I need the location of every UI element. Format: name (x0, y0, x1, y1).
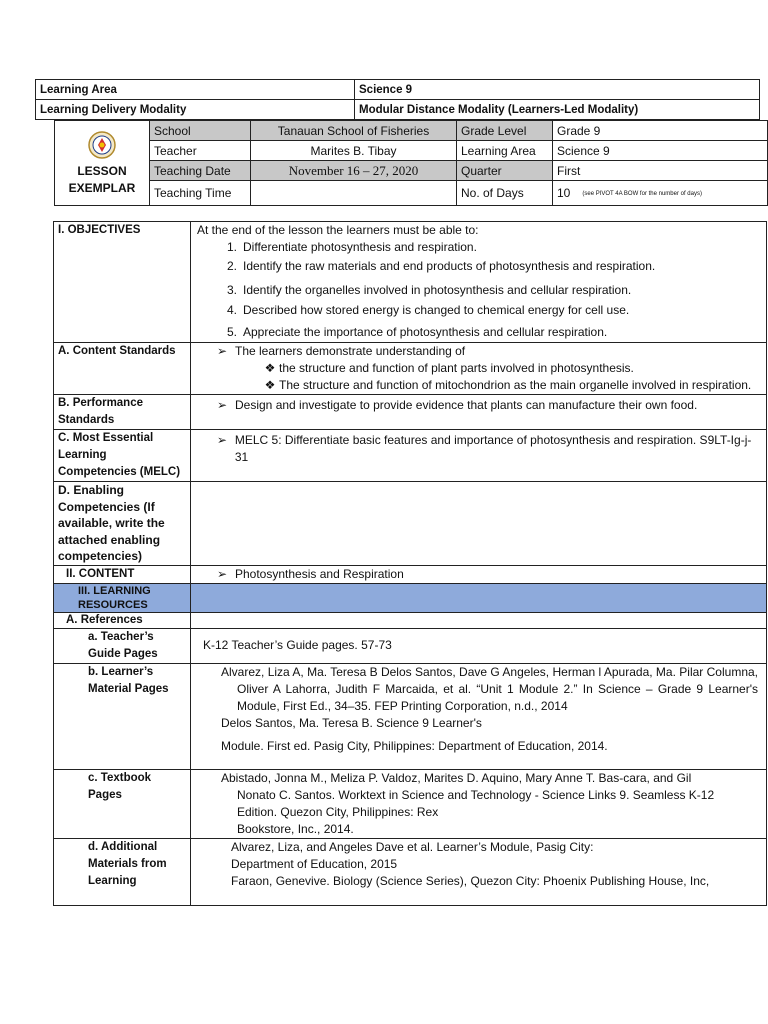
teacher-value: Marites B. Tibay (251, 141, 457, 161)
arrow-bullet-icon: ➢ (216, 398, 228, 412)
objectives-label: I. OBJECTIVES (54, 222, 191, 343)
content-standards-cell (191, 343, 767, 395)
modality-label: Learning Delivery Modality (36, 100, 355, 120)
additional-materials-ref: Alvarez, Liza, and Angeles Dave et al. Learner’s Module, Pasig City: (231, 839, 594, 854)
time-value (251, 181, 457, 206)
exemplar-label: EXEMPLAR (68, 180, 136, 195)
arrow-bullet-icon: ➢ (216, 566, 228, 581)
learners-material-cell (191, 663, 767, 769)
objective-item: 4. Described how stored energy is changed to chemical energy for cell use. (226, 303, 630, 317)
melc-label: C. Most Essential Learning Competencies (MELC) (54, 430, 191, 482)
days-note: (see PIVOT 4A BOW for the number of days) (582, 190, 702, 197)
content-cell (191, 565, 767, 583)
objectives-intro: At the end of the lesson the learners must be able to: (197, 223, 479, 237)
textbook-ref: Bookstore, Inc., 2014. (237, 821, 354, 836)
performance-standards-label: B. Performance Standards (54, 395, 191, 430)
additional-materials-ref: Faraon, Genevive. Biology (Science Series), Quezon City: Phoenix Publishing House, Inc, (231, 873, 710, 888)
days-value: 10 (557, 186, 571, 200)
days-cell (553, 181, 768, 206)
enabling-competencies-cell (191, 482, 767, 566)
area-value: Science 9 (553, 141, 768, 161)
melc-cell (191, 430, 767, 482)
modality-value: Modular Distance Modality (Learners-Led Modality) (355, 100, 760, 120)
time-label: Teaching Time (150, 181, 251, 206)
school-value: Tanauan School of Fisheries (251, 121, 457, 141)
textbook-label: c. Textbook Pages (54, 769, 191, 838)
content-standards-lead: ➢ The learners demonstrate understanding of (195, 343, 762, 360)
textbook-cell (191, 769, 767, 838)
quarter-label: Quarter (457, 161, 553, 181)
lesson-plan-table (53, 221, 767, 906)
objectives-cell (191, 222, 767, 343)
additional-materials-label: d. Additional Materials from Learning (54, 838, 191, 905)
diamond-bullet-icon: ❖ (264, 361, 276, 375)
learners-material-ref: Delos Santos, Ma. Teresa B. Science 9 Learner's (221, 715, 482, 730)
content-standards-label: A. Content Standards (54, 343, 191, 395)
melc-text: MELC 5: Differentiate basic features and importance of photosynthesis and respiration. S9LT-Ig-j-31 (234, 433, 752, 464)
content-standards-sub: ❖ the structure and function of plant parts involved in photosynthesis. (195, 360, 762, 377)
grade-value: Grade 9 (553, 121, 768, 141)
references-cell (191, 612, 767, 628)
textbook-ref: Abistado, Jonna M., Meliza P. Valdoz, Marites D. Aquino, Mary Anne T. Bas-cara, and Gil Nonato C. Santos. Worktext in Science and Technology - Science Links 9. Seamless K-12 Edition. Quezon City, Philippines: Rex (221, 770, 715, 819)
school-label: School (150, 121, 251, 141)
lesson-exemplar-cell (55, 121, 150, 206)
content-standards-sub: ❖ The structure and function of mitochondrion as the main organelle involved in respiration. (195, 377, 762, 394)
header-table (35, 79, 760, 120)
diamond-bullet-icon: ❖ (264, 378, 276, 392)
date-value: November 16 – 27, 2020 (251, 161, 457, 181)
learners-material-ref: Alvarez, Liza A, Ma. Teresa B Delos Santos, Dave G Angeles, Herman l Apurada, Ma. Pilar Columna, Oliver A Lahorra, Judith F Marcaida, et al. “Unit 1 Module 2.” In Science – Grade 9 Learner's Module, First Ed., 34–35. FEP Printing Corporation, n.d., 2014 (221, 664, 758, 713)
performance-standards-cell (191, 395, 767, 430)
days-label: No. of Days (457, 181, 553, 206)
teachers-guide-text: K-12 Teacher’s Guide pages. 57-73 (191, 628, 767, 663)
performance-standards-text: Design and investigate to provide evidence that plants can manufacture their own food. (235, 398, 698, 412)
learning-resources-cell (191, 583, 767, 612)
additional-materials-cell (191, 838, 767, 905)
arrow-bullet-icon: ➢ (216, 344, 228, 358)
content-text: Photosynthesis and Respiration (235, 566, 404, 581)
grade-label: Grade Level (457, 121, 553, 141)
learning-resources-label: III. LEARNING RESOURCES (54, 583, 191, 612)
content-label: II. CONTENT (54, 565, 191, 583)
arrow-bullet-icon: ➢ (216, 433, 227, 447)
teacher-label: Teacher (150, 141, 251, 161)
enabling-competencies-label: D. Enabling Competencies (If available, write the attached enabling competencies) (54, 482, 191, 566)
learning-area-label: Learning Area (36, 80, 355, 100)
date-label: Teaching Date (150, 161, 251, 181)
learners-material-ref: Module. First ed. Pasig City, Philippines: Department of Education, 2014. (221, 738, 608, 753)
quarter-value: First (553, 161, 768, 181)
additional-materials-ref: Department of Education, 2015 (231, 856, 398, 871)
learners-material-label: b. Learner’s Material Pages (54, 663, 191, 769)
lesson-info-table (54, 120, 768, 206)
learning-area-value: Science 9 (355, 80, 760, 100)
area-label: Learning Area (457, 141, 553, 161)
deped-seal-icon (87, 130, 117, 160)
objective-item: 5. Appreciate the importance of photosynthesis and cellular respiration. (226, 325, 608, 339)
teachers-guide-label: a. Teacher’s Guide Pages (54, 628, 191, 663)
references-label: A. References (54, 612, 191, 628)
objective-item: 3. Identify the organelles involved in photosynthesis and cellular respiration. (226, 283, 632, 297)
lesson-label: LESSON (77, 163, 127, 178)
objective-item: 1. Differentiate photosynthesis and respiration. (226, 240, 477, 254)
objective-item: 2. Identify the raw materials and end products of photosynthesis and respiration. (226, 259, 656, 273)
